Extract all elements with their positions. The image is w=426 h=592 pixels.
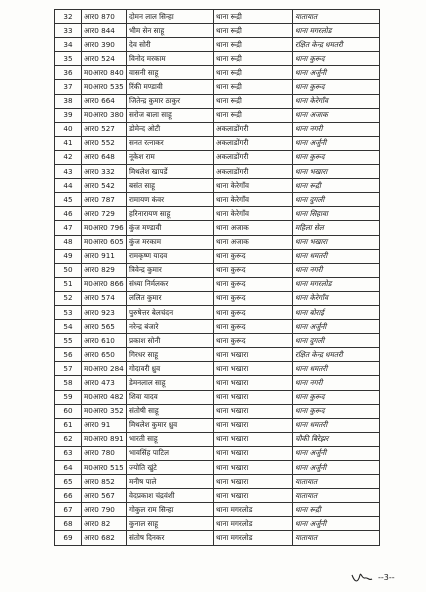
badge-number-cell: म0आर0 284 bbox=[82, 362, 127, 376]
from-posting-cell: थाना भखारा bbox=[214, 475, 293, 489]
to-posting-cell: थाना अर्जुनी bbox=[293, 461, 380, 475]
to-posting-cell: थाना केरेगाँव bbox=[293, 94, 380, 108]
serial-cell: 37 bbox=[55, 80, 82, 94]
table-row bbox=[55, 404, 380, 418]
name-cell: प्रकाश सोनी bbox=[127, 334, 214, 348]
serial-cell: 49 bbox=[55, 249, 82, 263]
serial-cell: 58 bbox=[55, 376, 82, 390]
badge-number-cell: आर0 527 bbox=[82, 122, 127, 136]
name-cell: भावसिंह पाटिल bbox=[127, 446, 214, 460]
name-cell: संतोष दिनकर bbox=[127, 531, 214, 545]
name-cell: डेमनलाल साहू bbox=[127, 376, 214, 390]
badge-number-cell: म0आर0 535 bbox=[82, 80, 127, 94]
to-posting-cell: थाना कुरूद bbox=[293, 390, 380, 404]
badge-number-cell: आर0 729 bbox=[82, 207, 127, 221]
table-row bbox=[55, 305, 380, 319]
name-cell: गोकुल राम सिन्हा bbox=[127, 503, 214, 517]
name-cell: भीम सेन साहू bbox=[127, 24, 214, 38]
from-posting-cell: थाना कुरूद bbox=[214, 334, 293, 348]
from-posting-cell: थाना रूद्री bbox=[214, 80, 293, 94]
from-posting-cell: थाना भखारा bbox=[214, 404, 293, 418]
to-posting-cell: थाना मगरलोड bbox=[293, 277, 380, 291]
from-posting-cell: अकलाडोंगरी bbox=[214, 165, 293, 179]
from-posting-cell: थाना कुरूद bbox=[214, 277, 293, 291]
name-cell: संध्या निर्मलकर bbox=[127, 277, 214, 291]
name-cell: मनीष पाले bbox=[127, 475, 214, 489]
table-row bbox=[55, 207, 380, 221]
badge-number-cell: आर0 82 bbox=[82, 517, 127, 531]
serial-cell: 43 bbox=[55, 165, 82, 179]
from-posting-cell: थाना रूद्री bbox=[214, 24, 293, 38]
name-cell: नूकेश राम bbox=[127, 150, 214, 164]
name-cell: देव सोरी bbox=[127, 38, 214, 52]
table-row bbox=[55, 277, 380, 291]
from-posting-cell: अकलाडोंगरी bbox=[214, 136, 293, 150]
page-number: --3-- bbox=[378, 573, 395, 582]
table-row bbox=[55, 263, 380, 277]
badge-number-cell: आर0 923 bbox=[82, 305, 127, 319]
table-row bbox=[55, 221, 380, 235]
serial-cell: 57 bbox=[55, 362, 82, 376]
to-posting-cell: थाना रूद्री bbox=[293, 179, 380, 193]
badge-number-cell: आर0 870 bbox=[82, 10, 127, 24]
from-posting-cell: थाना कुरूद bbox=[214, 305, 293, 319]
to-posting-cell: थाना दुगली bbox=[293, 334, 380, 348]
from-posting-cell: थाना केरेगाँव bbox=[214, 193, 293, 207]
to-posting-cell: थाना नगरी bbox=[293, 376, 380, 390]
to-posting-cell: थाना अर्जुनी bbox=[293, 66, 380, 80]
serial-cell: 60 bbox=[55, 404, 82, 418]
from-posting-cell: थाना अजाक bbox=[214, 221, 293, 235]
to-posting-cell: थाना बोराई bbox=[293, 305, 380, 319]
name-cell: ललित कुमार bbox=[127, 291, 214, 305]
table-row bbox=[55, 80, 380, 94]
from-posting-cell: थाना कुरूद bbox=[214, 320, 293, 334]
to-posting-cell: महिला सेल bbox=[293, 221, 380, 235]
to-posting-cell: थाना नगरी bbox=[293, 263, 380, 277]
to-posting-cell: थाना कुरूद bbox=[293, 52, 380, 66]
from-posting-cell: थाना भखारा bbox=[214, 489, 293, 503]
name-cell: मिथलेश खापर्डे bbox=[127, 165, 214, 179]
from-posting-cell: थाना केरेगाँव bbox=[214, 179, 293, 193]
from-posting-cell: थाना भखारा bbox=[214, 348, 293, 362]
serial-cell: 65 bbox=[55, 475, 82, 489]
transfer-table bbox=[54, 9, 380, 546]
badge-number-cell: म0आर0 891 bbox=[82, 432, 127, 446]
from-posting-cell: थाना भखारा bbox=[214, 418, 293, 432]
to-posting-cell: थाना धमतरी bbox=[293, 418, 380, 432]
name-cell: कुंज मण्डावी bbox=[127, 221, 214, 235]
name-cell: पुरुषेत्तर बेलचंदन bbox=[127, 305, 214, 319]
name-cell: हरिनारायण साहू bbox=[127, 207, 214, 221]
badge-number-cell: आर0 648 bbox=[82, 150, 127, 164]
to-posting-cell: थाना कुरूद bbox=[293, 80, 380, 94]
name-cell: जितेन्द्र कुमार ठाकुर bbox=[127, 94, 214, 108]
name-cell: डोमेन्द ओटी bbox=[127, 122, 214, 136]
to-posting-cell: थाना मगरलोड bbox=[293, 24, 380, 38]
from-posting-cell: थाना मगरलोड bbox=[214, 531, 293, 545]
table-row bbox=[55, 235, 380, 249]
from-posting-cell: थाना मगरलोड bbox=[214, 503, 293, 517]
to-posting-cell: थाना रूद्री bbox=[293, 503, 380, 517]
table-row bbox=[55, 66, 380, 80]
to-posting-cell: थाना अर्जुनी bbox=[293, 136, 380, 150]
badge-number-cell: आर0 332 bbox=[82, 165, 127, 179]
serial-cell: 35 bbox=[55, 52, 82, 66]
name-cell: मिथलेश कुमार ध्रुव bbox=[127, 418, 214, 432]
to-posting-cell: थाना दुगली bbox=[293, 193, 380, 207]
table-row bbox=[55, 108, 380, 122]
table-row bbox=[55, 165, 380, 179]
serial-cell: 44 bbox=[55, 179, 82, 193]
badge-number-cell: आर0 911 bbox=[82, 249, 127, 263]
from-posting-cell: थाना रूद्री bbox=[214, 38, 293, 52]
to-posting-cell: थाना कुरूद bbox=[293, 404, 380, 418]
serial-cell: 67 bbox=[55, 503, 82, 517]
serial-cell: 63 bbox=[55, 446, 82, 460]
table-row bbox=[55, 517, 380, 531]
name-cell: शिवा यादव bbox=[127, 390, 214, 404]
badge-number-cell: आर0 610 bbox=[82, 334, 127, 348]
table-row bbox=[55, 362, 380, 376]
name-cell: बसंत साहू bbox=[127, 179, 214, 193]
badge-number-cell: आर0 790 bbox=[82, 503, 127, 517]
serial-cell: 45 bbox=[55, 193, 82, 207]
badge-number-cell: आर0 565 bbox=[82, 320, 127, 334]
from-posting-cell: थाना भखारा bbox=[214, 390, 293, 404]
table-row bbox=[55, 489, 380, 503]
table-row bbox=[55, 503, 380, 517]
table-row bbox=[55, 179, 380, 193]
to-posting-cell: थाना कुरूद bbox=[293, 150, 380, 164]
table-row bbox=[55, 249, 380, 263]
badge-number-cell: आर0 567 bbox=[82, 489, 127, 503]
from-posting-cell: थाना भखारा bbox=[214, 432, 293, 446]
from-posting-cell: थाना रूद्री bbox=[214, 108, 293, 122]
serial-cell: 33 bbox=[55, 24, 82, 38]
table-row bbox=[55, 38, 380, 52]
table-row bbox=[55, 461, 380, 475]
serial-cell: 53 bbox=[55, 305, 82, 319]
serial-cell: 36 bbox=[55, 66, 82, 80]
table-row bbox=[55, 348, 380, 362]
from-posting-cell: थाना रूद्री bbox=[214, 94, 293, 108]
to-posting-cell: थाना भखारा bbox=[293, 235, 380, 249]
to-posting-cell: यातायात bbox=[293, 531, 380, 545]
to-posting-cell: यातायात bbox=[293, 489, 380, 503]
badge-number-cell: म0आर0 605 bbox=[82, 235, 127, 249]
table-row bbox=[55, 432, 380, 446]
serial-cell: 34 bbox=[55, 38, 82, 52]
badge-number-cell: आर0 552 bbox=[82, 136, 127, 150]
badge-number-cell: आर0 390 bbox=[82, 38, 127, 52]
serial-cell: 48 bbox=[55, 235, 82, 249]
name-cell: सनत रत्नाकर bbox=[127, 136, 214, 150]
from-posting-cell: थाना कुरूद bbox=[214, 263, 293, 277]
serial-cell: 51 bbox=[55, 277, 82, 291]
to-posting-cell: रक्षित केन्द्र धमतरी bbox=[293, 38, 380, 52]
name-cell: नरेन्द्र बंजारे bbox=[127, 320, 214, 334]
from-posting-cell: अकलाडोंगरी bbox=[214, 122, 293, 136]
serial-cell: 52 bbox=[55, 291, 82, 305]
from-posting-cell: थाना कुरूद bbox=[214, 249, 293, 263]
table-row bbox=[55, 94, 380, 108]
to-posting-cell: थाना अर्जुनी bbox=[293, 517, 380, 531]
table-row bbox=[55, 531, 380, 545]
serial-cell: 64 bbox=[55, 461, 82, 475]
to-posting-cell: थाना सिहावा bbox=[293, 207, 380, 221]
name-cell: रिंकी मण्डावी bbox=[127, 80, 214, 94]
table-row bbox=[55, 122, 380, 136]
table-row bbox=[55, 52, 380, 66]
to-posting-cell: थाना अजाक bbox=[293, 108, 380, 122]
table-row bbox=[55, 418, 380, 432]
serial-cell: 59 bbox=[55, 390, 82, 404]
table-row bbox=[55, 390, 380, 404]
table-row bbox=[55, 334, 380, 348]
name-cell: रामकृष्ण यादव bbox=[127, 249, 214, 263]
to-posting-cell: थाना नगरी bbox=[293, 122, 380, 136]
from-posting-cell: थाना रूद्री bbox=[214, 66, 293, 80]
badge-number-cell: आर0 682 bbox=[82, 531, 127, 545]
transfer-table-body bbox=[55, 10, 380, 546]
table-row bbox=[55, 376, 380, 390]
serial-cell: 50 bbox=[55, 263, 82, 277]
name-cell: दोमन लाल सिन्हा bbox=[127, 10, 214, 24]
to-posting-cell: थाना अर्जुनी bbox=[293, 446, 380, 460]
name-cell: गोदावरी ध्रुव bbox=[127, 362, 214, 376]
table-row bbox=[55, 291, 380, 305]
from-posting-cell: अकलाडोंगरी bbox=[214, 150, 293, 164]
table-row bbox=[55, 136, 380, 150]
serial-cell: 62 bbox=[55, 432, 82, 446]
badge-number-cell: आर0 780 bbox=[82, 446, 127, 460]
badge-number-cell: आर0 787 bbox=[82, 193, 127, 207]
badge-number-cell: म0आर0 796 bbox=[82, 221, 127, 235]
serial-cell: 56 bbox=[55, 348, 82, 362]
table-row bbox=[55, 475, 380, 489]
name-cell: भारती साहू bbox=[127, 432, 214, 446]
badge-number-cell: म0आर0 482 bbox=[82, 390, 127, 404]
badge-number-cell: आर0 650 bbox=[82, 348, 127, 362]
serial-cell: 54 bbox=[55, 320, 82, 334]
badge-number-cell: आर0 574 bbox=[82, 291, 127, 305]
table-row bbox=[55, 10, 380, 24]
name-cell: सरोज बाला साहू bbox=[127, 108, 214, 122]
name-cell: गिरधर साहू bbox=[127, 348, 214, 362]
badge-number-cell: आर0 852 bbox=[82, 475, 127, 489]
serial-cell: 42 bbox=[55, 150, 82, 164]
badge-number-cell: म0आर0 840 bbox=[82, 66, 127, 80]
from-posting-cell: थाना रूद्री bbox=[214, 10, 293, 24]
serial-cell: 41 bbox=[55, 136, 82, 150]
to-posting-cell: थाना अर्जुनी bbox=[293, 320, 380, 334]
name-cell: कुनाल साहू bbox=[127, 517, 214, 531]
name-cell: कुंज मरकाम bbox=[127, 235, 214, 249]
table-row bbox=[55, 193, 380, 207]
from-posting-cell: थाना रूद्री bbox=[214, 52, 293, 66]
badge-number-cell: आर0 829 bbox=[82, 263, 127, 277]
badge-number-cell: आर0 542 bbox=[82, 179, 127, 193]
table-row bbox=[55, 320, 380, 334]
serial-cell: 40 bbox=[55, 122, 82, 136]
serial-cell: 32 bbox=[55, 10, 82, 24]
to-posting-cell: थाना धमतरी bbox=[293, 249, 380, 263]
name-cell: रामायण कंवर bbox=[127, 193, 214, 207]
badge-number-cell: आर0 664 bbox=[82, 94, 127, 108]
to-posting-cell: रक्षित केन्द्र धमतरी bbox=[293, 348, 380, 362]
serial-cell: 61 bbox=[55, 418, 82, 432]
serial-cell: 68 bbox=[55, 517, 82, 531]
table-row bbox=[55, 150, 380, 164]
from-posting-cell: थाना केरेगाँव bbox=[214, 207, 293, 221]
badge-number-cell: म0आर0 352 bbox=[82, 404, 127, 418]
to-posting-cell: यातायात bbox=[293, 10, 380, 24]
badge-number-cell: आर0 524 bbox=[82, 52, 127, 66]
to-posting-cell: थाना धमतरी bbox=[293, 362, 380, 376]
name-cell: ज्योति खुंटे bbox=[127, 461, 214, 475]
name-cell: विनोद मरकाम bbox=[127, 52, 214, 66]
badge-number-cell: म0आर0 866 bbox=[82, 277, 127, 291]
to-posting-cell: थाना भखारा bbox=[293, 165, 380, 179]
serial-cell: 69 bbox=[55, 531, 82, 545]
to-posting-cell: चौकी बिरेझर bbox=[293, 432, 380, 446]
serial-cell: 66 bbox=[55, 489, 82, 503]
serial-cell: 47 bbox=[55, 221, 82, 235]
serial-cell: 39 bbox=[55, 108, 82, 122]
name-cell: संतोषी साहू bbox=[127, 404, 214, 418]
from-posting-cell: थाना कुरूद bbox=[214, 291, 293, 305]
name-cell: त्रिवेन्द्र कुमार bbox=[127, 263, 214, 277]
from-posting-cell: थाना मगरलोड bbox=[214, 517, 293, 531]
from-posting-cell: थाना भखारा bbox=[214, 446, 293, 460]
name-cell: वासनी साहू bbox=[127, 66, 214, 80]
badge-number-cell: म0आर0 515 bbox=[82, 461, 127, 475]
serial-cell: 46 bbox=[55, 207, 82, 221]
from-posting-cell: थाना भखारा bbox=[214, 362, 293, 376]
from-posting-cell: थाना भखारा bbox=[214, 461, 293, 475]
serial-cell: 38 bbox=[55, 94, 82, 108]
from-posting-cell: थाना अजाक bbox=[214, 235, 293, 249]
serial-cell: 55 bbox=[55, 334, 82, 348]
badge-number-cell: म0आर0 380 bbox=[82, 108, 127, 122]
to-posting-cell: यातायात bbox=[293, 475, 380, 489]
badge-number-cell: आर0 91 bbox=[82, 418, 127, 432]
table-row bbox=[55, 24, 380, 38]
name-cell: वेदप्रकाश चंद्रवंशी bbox=[127, 489, 214, 503]
to-posting-cell: थाना केरेगाँव bbox=[293, 291, 380, 305]
from-posting-cell: थाना भखारा bbox=[214, 376, 293, 390]
badge-number-cell: आर0 473 bbox=[82, 376, 127, 390]
badge-number-cell: आर0 844 bbox=[82, 24, 127, 38]
table-row bbox=[55, 446, 380, 460]
